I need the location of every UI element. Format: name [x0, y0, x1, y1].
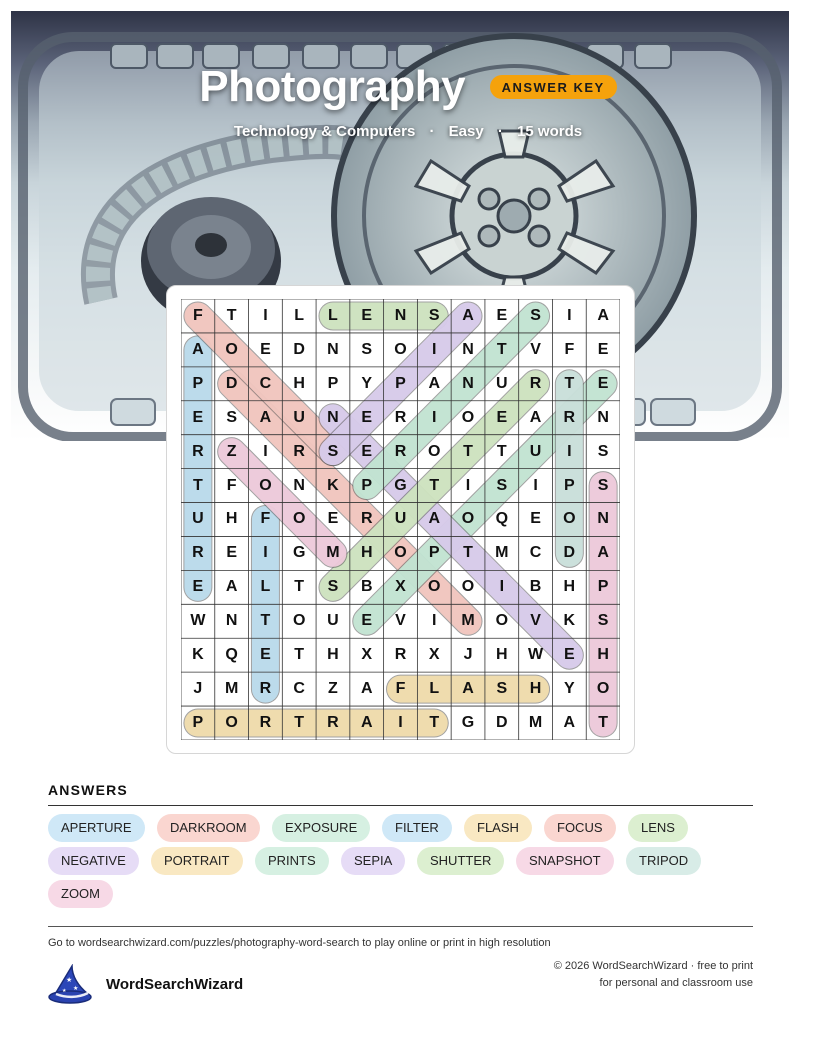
answer-chip-flash: FLASH — [464, 814, 532, 842]
grid-cell: X — [395, 578, 406, 596]
grid-cell: E — [564, 646, 575, 664]
grid-cell: T — [294, 578, 305, 596]
grid-cell: U — [293, 408, 305, 426]
grid-cell: O — [461, 408, 475, 426]
puzzle-meta — [0, 123, 816, 140]
grid-cell: R — [394, 408, 407, 426]
grid-cell: T — [496, 442, 507, 460]
grid-cell: T — [429, 714, 440, 732]
grid-letters — [181, 299, 620, 740]
grid-cell: A — [462, 306, 474, 324]
grid-cell: L — [294, 306, 305, 324]
answer-chip-zoom: ZOOM — [48, 880, 113, 908]
page-title: Photography — [199, 62, 466, 111]
answer-chip-exposure: EXPOSURE — [272, 814, 370, 842]
grid-cell: M — [461, 612, 475, 630]
grid-cell: S — [226, 408, 237, 426]
divider — [48, 926, 753, 927]
grid-cell: T — [463, 442, 473, 460]
grid-cell: O — [428, 442, 441, 460]
grid-cell: J — [193, 680, 203, 698]
grid-cell: O — [563, 510, 576, 528]
grid-cell: K — [327, 476, 339, 494]
grid-cell: O — [394, 340, 407, 358]
grid-cell: H — [597, 646, 609, 664]
footer-url-text: Go to wordsearchwizard.com/puzzles/photography-word-search to play online or print in high resolution — [48, 937, 551, 949]
grid-cell: C — [529, 544, 542, 562]
answer-key-badge: ANSWER KEY — [490, 75, 617, 99]
grid-cell: F — [260, 510, 271, 528]
grid-cell: U — [327, 612, 339, 630]
grid-cell: S — [327, 442, 339, 460]
grid-cell: G — [394, 476, 407, 494]
grid-cell: L — [429, 680, 440, 698]
grid-cell: A — [597, 544, 609, 562]
grid-cell: W — [190, 612, 206, 630]
grid-cell: A — [360, 714, 373, 732]
grid-cell: A — [428, 374, 441, 392]
grid-cell: O — [225, 340, 238, 358]
grid-cell: H — [496, 646, 508, 664]
grid-cell: T — [429, 476, 440, 494]
grid-cell: Q — [495, 510, 509, 528]
grid-cell: T — [496, 340, 507, 358]
grid-cell: H — [529, 680, 542, 698]
grid-cell: H — [360, 544, 373, 562]
grid-cell: H — [293, 374, 305, 392]
answer-chip-darkroom: DARKROOM — [157, 814, 260, 842]
grid-cell: S — [597, 442, 609, 460]
answer-chip-lens: LENS — [628, 814, 688, 842]
grid-cell: B — [360, 578, 373, 596]
answer-chip-snapshot: SNAPSHOT — [516, 847, 614, 875]
grid-cell: E — [192, 578, 204, 596]
grid-cell: N — [225, 612, 238, 630]
grid-cell: S — [530, 306, 541, 324]
grid-cell: A — [360, 680, 373, 698]
grid-cell: D — [563, 544, 576, 562]
grid-cell: S — [496, 476, 508, 494]
grid-cell: E — [597, 374, 609, 392]
grid-cell: N — [394, 306, 407, 324]
grid-cell: E — [260, 340, 271, 358]
title-row — [0, 62, 816, 112]
grid-cell: U — [394, 510, 407, 528]
grid-cell: A — [259, 408, 272, 426]
grid-cell: H — [563, 578, 576, 596]
grid-cell: O — [461, 510, 475, 528]
category-label: Technology & Computers — [233, 123, 416, 140]
wizard-hat-icon — [48, 964, 92, 1004]
grid-cell: F — [564, 340, 575, 358]
grid-cell: O — [292, 510, 306, 528]
grid-cell: P — [597, 578, 609, 596]
answer-chip-sepia: SEPIA — [341, 847, 405, 875]
grid-cell: H — [327, 646, 339, 664]
grid-cell: D — [496, 714, 508, 732]
grid-cell: R — [192, 544, 204, 562]
grid-cell: R — [360, 510, 373, 528]
grid-cell: O — [495, 612, 509, 630]
answer-chip-prints: PRINTS — [255, 847, 329, 875]
grid-cell: R — [259, 714, 272, 732]
divider — [48, 805, 753, 806]
grid-cell: V — [530, 612, 541, 630]
grid-cell: I — [567, 442, 572, 460]
grid-cell: O — [461, 578, 475, 596]
grid-cell: D — [225, 374, 238, 392]
grid-cell: T — [294, 714, 305, 732]
grid-cell: A — [529, 408, 542, 426]
grid-cell: V — [395, 612, 406, 630]
grid-cell: R — [529, 374, 542, 392]
grid-cell: V — [530, 340, 541, 358]
word-count-label: 15 words — [517, 123, 583, 140]
grid-cell: N — [462, 374, 474, 392]
grid-cell: O — [259, 476, 272, 494]
grid-cell: K — [563, 612, 576, 630]
answer-chip-portrait: PORTRAIT — [151, 847, 243, 875]
grid-cell: D — [293, 340, 305, 358]
grid-cell: E — [530, 510, 541, 528]
grid-cell: E — [496, 408, 508, 426]
grid-cell: W — [528, 646, 544, 664]
grid-cell: U — [496, 374, 508, 392]
grid-cell: X — [361, 646, 373, 664]
grid-cell: S — [597, 476, 609, 494]
grid-cell: A — [462, 680, 474, 698]
grid-cell: O — [596, 680, 610, 698]
grid-cell: R — [327, 714, 339, 732]
svg-text:★: ★ — [66, 976, 73, 984]
grid-cell: N — [462, 340, 474, 358]
separator: · — [497, 123, 503, 140]
grid-cell: C — [259, 374, 272, 392]
grid-cell: P — [395, 374, 406, 392]
grid-cell: L — [260, 578, 271, 596]
grid-cell: S — [361, 340, 373, 358]
grid-cell: Z — [328, 680, 338, 698]
grid-cell: O — [292, 612, 306, 630]
grid-cell: F — [395, 680, 406, 698]
grid-cell: I — [263, 442, 268, 460]
grid-cell: X — [428, 646, 440, 664]
grid-cell: P — [192, 374, 204, 392]
grid-cell: U — [529, 442, 542, 460]
grid-cell: I — [432, 612, 437, 630]
grid-cell: P — [192, 714, 204, 732]
grid-cell: I — [263, 544, 268, 562]
grid-cell: S — [327, 578, 339, 596]
grid-cell: T — [294, 646, 305, 664]
grid-cell: R — [394, 646, 407, 664]
grid-cell: A — [563, 714, 576, 732]
grid-cell: S — [428, 306, 440, 324]
difficulty-label: Easy — [448, 123, 484, 140]
grid-cell: S — [496, 680, 508, 698]
grid-cell: S — [597, 612, 609, 630]
svg-text:★: ★ — [73, 985, 79, 992]
grid-cell: L — [328, 306, 338, 324]
answer-chip-negative: NEGATIVE — [48, 847, 139, 875]
grid-cell: B — [529, 578, 542, 596]
grid-cell: Y — [361, 374, 373, 392]
grid-cell: M — [495, 544, 509, 562]
grid-cell: I — [432, 408, 437, 426]
grid-cell: Q — [225, 646, 238, 664]
grid-cell: M — [224, 680, 239, 698]
grid-cell: N — [597, 510, 609, 528]
grid-cell: N — [597, 408, 609, 426]
grid-cell: T — [564, 374, 575, 392]
grid-cell: I — [465, 476, 471, 494]
answer-chip-filter: FILTER — [382, 814, 452, 842]
grid-cell: U — [192, 510, 204, 528]
grid-cell: N — [327, 340, 339, 358]
grid-cell: E — [192, 408, 204, 426]
separator: · — [429, 123, 435, 140]
grid-cell: E — [327, 510, 339, 528]
grid-cell: E — [361, 442, 373, 460]
grid-cell: A — [597, 306, 609, 324]
brand-name: WordSearchWizard — [106, 975, 244, 993]
grid-cell: T — [463, 544, 473, 562]
grid-cell: A — [428, 510, 441, 528]
grid-cell: R — [293, 442, 305, 460]
grid-cell: F — [226, 476, 237, 494]
grid-cell: I — [432, 340, 437, 358]
grid-cell: E — [496, 306, 508, 324]
grid-cell: I — [263, 306, 268, 324]
grid-cell: K — [192, 646, 204, 664]
grid-cell: I — [567, 306, 572, 324]
grid-cell: N — [293, 476, 305, 494]
grid-cell: E — [361, 612, 373, 630]
answers-heading: ANSWERS — [48, 782, 128, 798]
word-search-grid — [181, 299, 620, 740]
grid-cell: P — [361, 476, 373, 494]
grid-cell: C — [293, 680, 305, 698]
grid-cell: Y — [564, 680, 575, 698]
grid-cell: Z — [226, 442, 237, 460]
answer-chip-focus: FOCUS — [544, 814, 616, 842]
grid-cell: F — [192, 306, 203, 324]
svg-text:★: ★ — [62, 988, 67, 994]
copyright-text: © 2026 WordSearchWizard · free to print for personal and classroom use — [553, 960, 753, 989]
grid-cell: I — [398, 714, 403, 732]
grid-cell: J — [463, 646, 473, 664]
grid-cell: E — [361, 408, 373, 426]
grid-cell: H — [225, 510, 238, 528]
grid-cell: R — [394, 442, 407, 460]
grid-cell: R — [192, 442, 204, 460]
answer-chip-tripod: TRIPOD — [626, 847, 701, 875]
grid-cell: M — [528, 714, 543, 732]
grid-cell: G — [292, 544, 306, 562]
grid-cell: O — [394, 544, 407, 562]
grid-cell: T — [226, 306, 237, 324]
grid-cell: T — [598, 714, 608, 732]
grid-cell: N — [327, 408, 339, 426]
grid-cell: T — [260, 612, 271, 630]
grid-cell: O — [225, 714, 238, 732]
brand — [48, 964, 243, 1004]
grid-cell: E — [597, 340, 609, 358]
grid-cell: R — [259, 680, 272, 698]
grid-cell: P — [327, 374, 339, 392]
grid-cell: O — [428, 578, 441, 596]
answer-chip-shutter: SHUTTER — [417, 847, 504, 875]
grid-cell: M — [326, 544, 340, 562]
grid-cell: G — [461, 714, 475, 732]
grid-cell: E — [226, 544, 237, 562]
grid-cell: P — [564, 476, 575, 494]
grid-cell: A — [192, 340, 204, 358]
grid-cell: P — [428, 544, 440, 562]
grid-cell: R — [563, 408, 576, 426]
answer-chip-aperture: APERTURE — [48, 814, 145, 842]
grid-cell: A — [225, 578, 238, 596]
grid-cell: T — [192, 476, 203, 494]
grid-cell: I — [533, 476, 538, 494]
grid-cell: I — [499, 578, 505, 596]
grid-cell: E — [260, 646, 271, 664]
grid-cell: E — [361, 306, 373, 324]
